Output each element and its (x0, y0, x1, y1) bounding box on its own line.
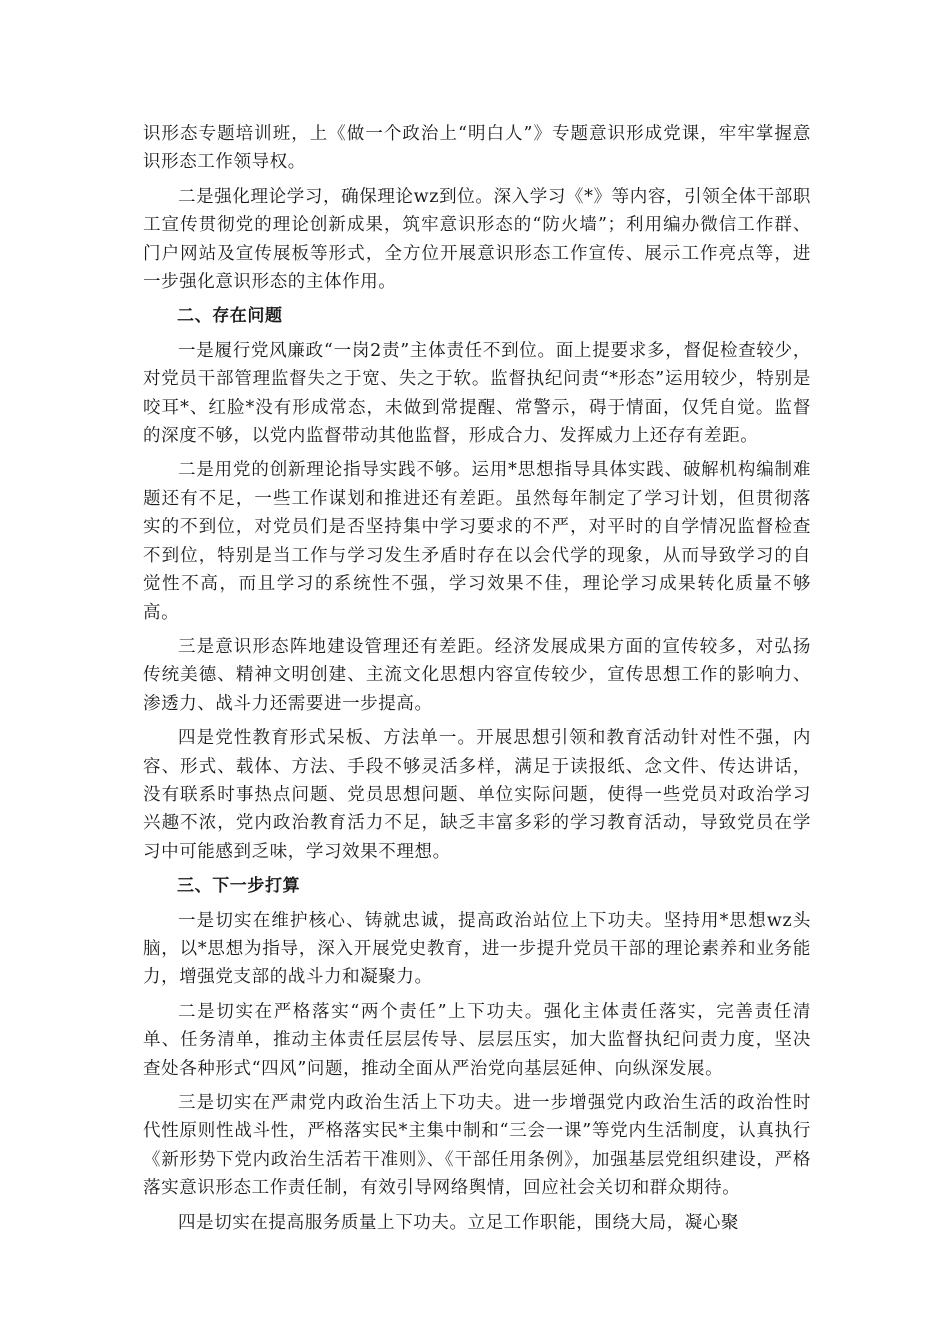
section-heading-problems: 二、存在问题 (177, 306, 283, 327)
paragraph-problem-2: 二是用党的创新理论指导实践不够。运用*思想指导具体实践、破解机构编制难题还有不足，一些工作谋划和推进还有差距。虽然每年制定了学习计划，但贯彻落实的不到位，对党员们是否坚持集中学习要求的不严，对平时的自学情况监督检查不到位，特别是当工作与学习发生矛盾时存在以会代学的现象，从而导致学习的自觉性不高，而且学习的系统性不强，学习效果不佳，理论学习成果转化质量不够高。 (143, 460, 811, 623)
paragraph-continued: 识形态专题培训班，上《做一个政治上“明白人”》专题意识形成党课，牢牢掌握意识形态工作领导权。 (143, 124, 811, 173)
paragraph-problem-4: 四是党性教育形式呆板、方法单一。开展思想引领和教育活动针对性不强，内容、形式、载体、方法、手段不够灵活多样，满足于读报纸、念文件、传达讲话，没有联系时事热点问题、党员思想问题、单位实际问题，使得一些党员对政治学习兴趣不浓，党内政治教育活力不足，缺乏丰富多彩的学习教育活动，导致党员在学习中可能感到乏味，学习效果不理想。 (143, 728, 811, 862)
paragraph-problem-3: 三是意识形态阵地建设管理还有差距。经济发展成果方面的宣传较多，对弘扬传统美德、精神文明创建、主流文化思想内容宣传较少，宣传思想工作的影响力、渗透力、战斗力还需要进一步提高。 (143, 636, 811, 714)
paragraph-plan-1: 一是切实在维护核心、铸就忠诚，提高政治站位上下功夫。坚持用*思想wz头脑，以*思想为指导，深入开展党史教育，进一步提升党员干部的理论素养和业务能力，增强党支部的战斗力和凝聚力。 (143, 910, 811, 988)
paragraph-theory-study: 二是强化理论学习，确保理论wz到位。深入学习《*》等内容，引领全体干部职工宣传贯彻党的理论创新成果，筑牢意识形态的“防火墙”；利用编办微信工作群、门户网站及宣传展板等形式，全方位开展意识形态工作宣传、展示工作亮点等，进一步强化意识形态的主体作用。 (143, 186, 811, 293)
section-heading-next-steps: 三、下一步打算 (177, 876, 301, 897)
paragraph-plan-4: 四是切实在提高服务质量上下功夫。立足工作职能，围绕大局，凝心聚 (178, 1212, 740, 1233)
paragraph-plan-3: 三是切实在严肃党内政治生活上下功夫。进一步增强党内政治生活的政治性时代性原则性战斗性，严格落实民*主集中制和“三会一课”等党内生活制度，认真执行《新形势下党内政治生活若干准则》、《干部任用条例》，加强基层党组织建设，严格落实意识形态工作责任制，有效引导网络舆情，回应社会关切和群众期待。 (143, 1093, 811, 1199)
document-body (143, 120, 811, 1243)
paragraph-problem-1: 一是履行党风廉政“一岗2责”主体责任不到位。面上提要求多，督促检查较少，对党员干部管理监督失之于宽、失之于软。监督执纪问责“*形态”运用较少，特别是咬耳*、红脸*没有形成常态，未做到常提醒、常警示，碍于情面，仅凭自觉。监督的深度不够，以党内监督带动其他监督，形成合力、发挥威力上还存有差距。 (143, 340, 811, 447)
paragraph-plan-2: 二是切实在严格落实“两个责任”上下功夫。强化主体责任落实，完善责任清单、任务清单，推动主体责任层层传导、层层压实，加大监督执纪问责力度，坚决查处各种形式“四风”问题，推动全面从严治党向基层延伸、向纵深发展。 (143, 1001, 811, 1079)
